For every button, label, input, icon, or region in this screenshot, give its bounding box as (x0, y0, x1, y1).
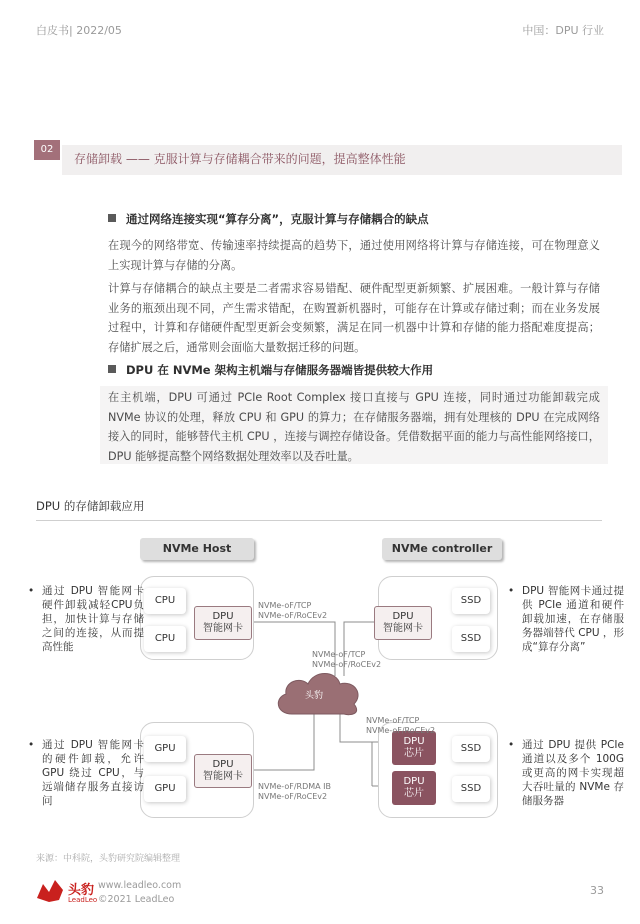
header-right: 中国：DPU 行业 (522, 24, 604, 37)
dpu-smart-nic-card (374, 606, 432, 640)
paragraph-separation: 在现今的网络带宽、传输速率持续提高的趋势下，通过使用网络将计算与存储连接，可在物理意义上实现计算与存储的分离。 (108, 239, 600, 272)
protocol-tcp: NVMe-oF/TCP (258, 601, 312, 610)
gpu-box: GPU (144, 736, 186, 762)
protocol-tcp: NVMe-oF/TCP (366, 716, 420, 725)
cpu-box: CPU (144, 626, 186, 652)
gpu-box: GPU (144, 776, 186, 802)
dpu-chip-sublabel: 芯片 (404, 788, 424, 799)
leadleo-logo-icon (34, 878, 66, 904)
dpu-card-sublabel: 智能网卡 (383, 623, 423, 634)
dpu-chip-sublabel: 芯片 (404, 748, 424, 759)
section-number: 02 (34, 140, 60, 160)
note-bottom-left (28, 738, 144, 808)
note-bottom-left-text: 通过 DPU 智能网卡的硬件卸载，允许 GPU 绕过 CPU，与远端储存服务直接访问 (42, 739, 144, 807)
heading-nvme-text: DPU 在 NVMe 架构主机端与存储服务器端皆提供较大作用 (126, 363, 434, 377)
protocol-roce: NVMe-oF/RoCEv2 (258, 611, 328, 620)
nvme-host-label: NVMe Host (140, 538, 254, 560)
dpu-card-label: DPU (212, 759, 234, 770)
ssd-box: SSD (452, 736, 490, 762)
footer-brand-sub: LeadLeo (68, 896, 98, 904)
figure-title: DPU 的存储卸载应用 (36, 499, 145, 513)
protocol-roce: NVMe-oF/RoCEv2 (312, 660, 382, 669)
ssd-box: SSD (452, 588, 490, 614)
protocol-roce: NVMe-oF/RoCEv2 (366, 726, 436, 735)
protocol-roce: NVMe-oF/RoCEv2 (258, 792, 328, 801)
nvme-controller-label: NVMe controller (382, 538, 502, 560)
dpu-chip (392, 771, 436, 805)
note-top-left-text: 通过 DPU 智能网卡硬件卸载减轻CPU负担，加快计算与存储之间的连接，从而提高性能 (42, 585, 144, 653)
dpu-card-sublabel: 智能网卡 (203, 623, 243, 634)
dpu-smart-nic-card (194, 606, 252, 640)
dpu-card-label: DPU (212, 611, 234, 622)
dpu-chip-label: DPU (403, 776, 425, 787)
dpu-smart-nic-card (194, 754, 252, 788)
note-top-right (508, 584, 624, 654)
note-top-right-text: DPU 智能网卡通过提供 PCIe 通道和硬件卸载加速，在存储服务器端替代 CPU ，形成“算存分离” (522, 585, 624, 653)
dpu-card-sublabel: 智能网卡 (203, 771, 243, 782)
paragraph-coupling: 计算与存储耦合的缺点主要是二者需求容易错配、硬件配型更新频繁、扩展困难。一般计算与存储业务的瓶颈出现不同，产生需求错配，在购置新机器时，可能存在计算或存储过剩；而在业务发展过程中，计算和存储硬件配型更新会变频繁，满足在同一机器中计算和存储的能力搭配难度提高；存储扩展之后，通常则会面临大量数据迁移的问题。 (108, 282, 600, 354)
page-number: 33 (590, 884, 604, 897)
ssd-box: SSD (452, 626, 490, 652)
paragraph-nvme: 在主机端，DPU 可通过 PCIe Root Complex 接口直接与 GPU 连接，同时通过功能卸载完成 NVMe 协议的处理，释放 CPU 和 GPU 的算力；在存储服务器端，拥有处理核的 DPU 在完成网络接入的同时，能够替代主机 CPU ，连接与调控存储设备。凭借数据平面的能力与高性能网络接口，DPU 能够提高整个网络数据处理效率以及吞吐量。 (108, 391, 600, 463)
protocol-tcp: NVMe-oF/TCP (312, 650, 366, 659)
section-title: 存储卸载 —— 克服计算与存储耦合带来的问题，提高整体性能 (74, 152, 406, 166)
ssd-box: SSD (452, 776, 490, 802)
protocol-rdma: NVMe-oF/RDMA IB (258, 782, 331, 791)
cpu-box: CPU (144, 588, 186, 614)
protocol-label-controller-bottom (366, 716, 435, 736)
dpu-chip (392, 731, 436, 765)
footer-copyright: ©2021 LeadLeo (98, 894, 175, 905)
dpu-card-label: DPU (392, 611, 414, 622)
cloud-label: 头豹 (305, 691, 324, 701)
source-note: 来源：中科院，头豹研究院编辑整理 (36, 854, 181, 864)
bullet-dot-icon: • (28, 585, 35, 597)
dpu-chip-label: DPU (403, 736, 425, 747)
protocol-label-host-top (258, 601, 327, 621)
note-bottom-right (508, 738, 624, 808)
bullet-dot-icon: • (508, 585, 515, 597)
protocol-label-controller-top (312, 650, 381, 670)
header-left: 白皮书| 2022/05 (36, 24, 122, 37)
footer-url[interactable]: www.leadleo.com (98, 880, 182, 891)
footer-brand: 头豹 (68, 883, 95, 898)
bullet-dot-icon: • (508, 739, 515, 751)
protocol-label-host-bottom (258, 782, 331, 802)
bullet-dot-icon: • (28, 739, 35, 751)
note-bottom-right-text: 通过 DPU 提供 PCIe 通道以及多个 100G 或更高的网卡实现超大吞吐量的 NVMe 存储服务器 (522, 739, 624, 807)
note-top-left (28, 584, 144, 654)
heading-separation-text: 通过网络连接实现“算存分离”，克服计算与存储耦合的缺点 (126, 212, 429, 226)
